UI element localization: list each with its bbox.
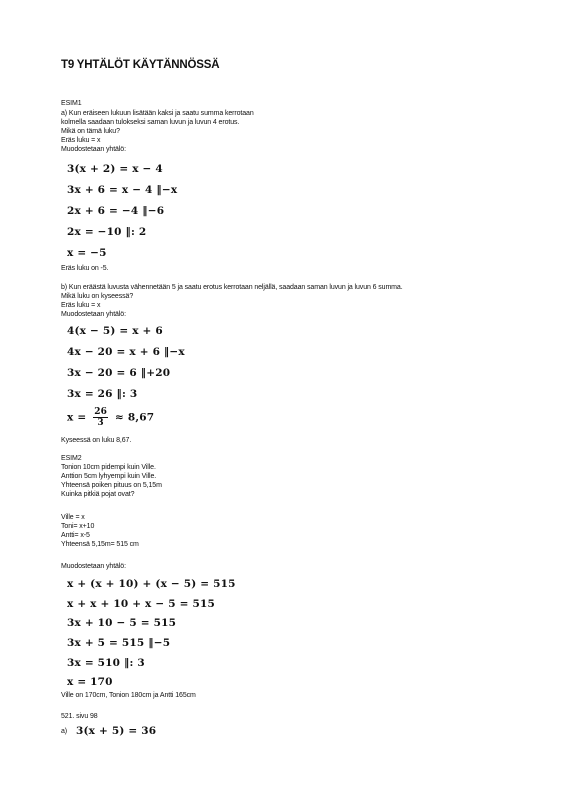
esim2-line: Kuinka pitkiä pojat ovat? xyxy=(61,491,135,498)
esim2-heading: ESIM2 xyxy=(61,455,82,462)
equation-line: 2x + 6 = −4 ‖−6 xyxy=(67,205,165,217)
esim1-a-line: Mikä on tämä luku? xyxy=(61,128,120,135)
esim1-heading: ESIM1 xyxy=(61,100,82,107)
equation-line: 3x = 26 ‖: 3 xyxy=(67,388,138,400)
equation-line: 3x + 6 = x − 4 ‖−x xyxy=(67,184,178,196)
esim1-b-line: Mikä luku on kyseessä? xyxy=(61,293,134,300)
esim2-var: Antti= x-5 xyxy=(61,532,90,539)
equation-line: 2x = −10 ‖: 2 xyxy=(67,226,147,238)
equation-line: 3x + 5 = 515 ‖−5 xyxy=(67,637,171,649)
esim2-var: Ville = x xyxy=(61,514,85,521)
fraction-lhs: x = xyxy=(67,411,87,424)
equation-line: x = 170 xyxy=(67,676,113,688)
fraction xyxy=(93,407,108,428)
esim1-b-line: Eräs luku = x xyxy=(61,302,101,309)
esim2-form: Muodostetaan yhtälö: xyxy=(61,563,126,570)
equation-line: x + (x + 10) + (x − 5) = 515 xyxy=(67,578,236,590)
fraction-denominator: 3 xyxy=(97,418,104,428)
esim1-b-line: Muodostetaan yhtälö: xyxy=(61,311,126,318)
equation-line: x = −5 xyxy=(67,247,107,259)
equation-line: x + x + 10 + x − 5 = 515 xyxy=(67,598,215,610)
equation-line: 3x = 510 ‖: 3 xyxy=(67,657,145,669)
equation-line: 4(x − 5) = x + 6 xyxy=(67,325,163,337)
esim1-b-answer: Kyseessä on luku 8,67. xyxy=(61,437,132,444)
task-heading: 521. sivu 98 xyxy=(61,713,98,720)
esim2-var: Yhteensä 5,15m= 515 cm xyxy=(61,541,139,548)
esim1-a-line: Eräs luku = x xyxy=(61,137,101,144)
esim1-b-line: b) Kun eräästä luvusta vähennetään 5 ja saatu erotus kerrotaan neljällä, saadaan saman luvun ja luvun 6 summa. xyxy=(61,284,403,291)
esim1-a-line: kolmella saadaan tulokseksi saman luvun ja luvun 4 erotus. xyxy=(61,119,240,126)
equation-line: 3(x + 2) = x − 4 xyxy=(67,163,163,175)
esim2-line: Yhteensä poiken pituus on 5,15m xyxy=(61,482,162,489)
equation-line: 3x − 20 = 6 ‖+20 xyxy=(67,367,171,379)
esim2-var: Toni= x+10 xyxy=(61,523,95,530)
esim1-a-answer: Eräs luku on -5. xyxy=(61,265,109,272)
equation-line: 4x − 20 = x + 6 ‖−x xyxy=(67,346,185,358)
fraction-numerator: 26 xyxy=(94,407,108,417)
esim2-answer: Ville on 170cm, Tonion 180cm ja Antti 165cm xyxy=(61,692,196,699)
page-title: T9 YHTÄLÖT KÄYTÄNNÖSSÄ xyxy=(61,59,220,71)
fraction-equation xyxy=(67,407,154,428)
esim2-line: Anttion 5cm lyhyempi kuin Ville. xyxy=(61,473,157,480)
fraction-rhs: ≈ 8,67 xyxy=(114,411,155,424)
equation-line: 3x + 10 − 5 = 515 xyxy=(67,617,177,629)
task-equation: 3(x + 5) = 36 xyxy=(76,725,157,737)
esim1-a-line: a) Kun eräiseen lukuun lisätään kaksi ja saatu summa kerrotaan xyxy=(61,110,254,117)
task-label: a) xyxy=(61,728,68,735)
esim1-a-line: Muodostetaan yhtälö: xyxy=(61,146,126,153)
esim2-line: Tonion 10cm pidempi kuin Ville. xyxy=(61,464,156,471)
